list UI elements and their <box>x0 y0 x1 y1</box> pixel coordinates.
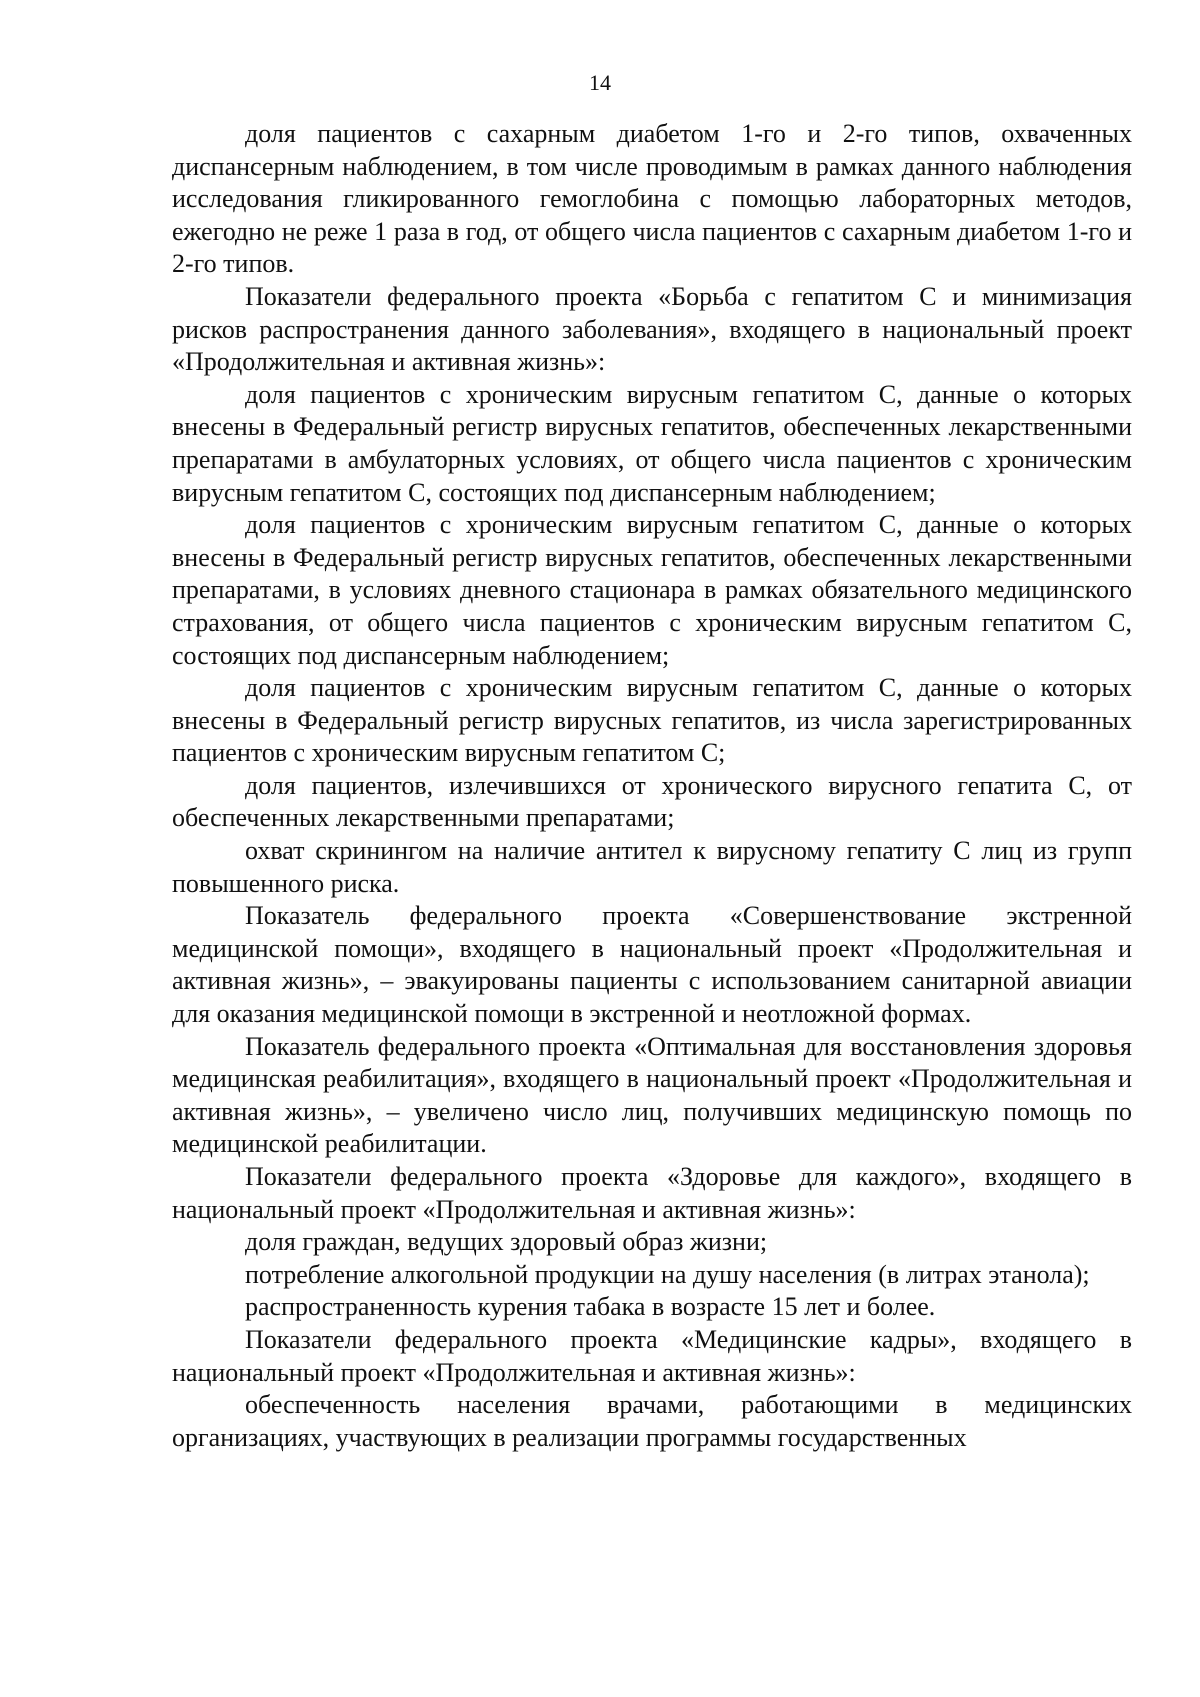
paragraph-emergency-care: Показатель федерального проекта «Совершенствование экстренной медицинской помощи», входящего в национальный проект «Продолжительная и активная жизнь», – эвакуированы пациенты с использованием санитарной авиации для оказания медицинской помощи в экстренной и неотложной формах. <box>172 901 1132 1029</box>
paragraph-health-for-all-intro: Показатели федерального проекта «Здоровье для каждого», входящего в национальный проект «Продолжительная и активная жизнь»: <box>172 1162 1132 1224</box>
paragraph-rehabilitation: Показатель федерального проекта «Оптимальная для восстановления здоровья медицинская реабилитация», входящего в национальный проект «Продолжительная и активная жизнь», – увеличено число лиц, получивших медицинскую помощь по медицинской реабилитации. <box>172 1031 1132 1159</box>
paragraph-hepatitis-outpatient: доля пациентов с хроническим вирусным гепатитом С, данные о которых внесены в Федеральный регистр вирусных гепатитов, обеспеченных лекарственными препаратами в амбулаторных условиях, от общего числа пациентов с хроническим вирусным гепатитом С, состоящих под диспансерным наблюдением; <box>172 379 1132 507</box>
page-number: 14 <box>589 70 611 95</box>
paragraph-alcohol-consumption: потребление алкогольной продукции на душу населения (в литрах этанола); <box>245 1259 1090 1289</box>
paragraph-physician-availability: обеспеченность населения врачами, работающими в медицинских организациях, участвующих в реализации программы государственных <box>172 1390 1132 1452</box>
paragraph-tobacco-smoking: распространенность курения табака в возрасте 15 лет и более. <box>245 1292 936 1322</box>
paragraph-hepatitis-cured: доля пациентов, излечившихся от хронического вирусного гепатита С, от обеспеченных лекарственными препаратами; <box>172 770 1132 833</box>
paragraph-hepatitis-project-intro: Показатели федерального проекта «Борьба с гепатитом С и минимизация рисков распространения данного заболевания», входящего в национальный проект «Продолжительная и активная жизнь»: <box>172 281 1132 377</box>
paragraph-medical-staff-intro: Показатели федерального проекта «Медицинские кадры», входящего в национальный проект «Продолжительная и активная жизнь»: <box>172 1324 1132 1387</box>
paragraph-healthy-lifestyle: доля граждан, ведущих здоровый образ жизни; <box>245 1227 768 1257</box>
paragraph-hepatitis-screening: охват скринингом на наличие антител к вирусному гепатиту С лиц из групп повышенного риска. <box>172 836 1132 898</box>
paragraph-hepatitis-registered: доля пациентов с хроническим вирусным гепатитом С, данные о которых внесены в Федеральный регистр вирусных гепатитов, из числа зарегистрированных пациентов с хроническим вирусным гепатитом С; <box>172 673 1132 768</box>
document-body <box>172 118 1132 1454</box>
paragraph-diabetes-monitoring: доля пациентов с сахарным диабетом 1-го и 2-го типов, охваченных диспансерным наблюдением, в том числе проводимым в рамках данного наблюдения исследования гликированного гемоглобина с помощью лабораторных методов, ежегодно не реже 1 раза в год, от общего числа пациентов с сахарным диабетом 1-го и 2-го типов. <box>172 119 1132 279</box>
paragraph-hepatitis-day-hospital: доля пациентов с хроническим вирусным гепатитом С, данные о которых внесены в Федеральный регистр вирусных гепатитов, обеспеченных лекарственными препаратами, в условиях дневного стационара в рамках обязательного медицинского страхования, от общего числа пациентов с хроническим вирусным гепатитом С, состоящих под диспансерным наблюдением; <box>172 510 1132 670</box>
